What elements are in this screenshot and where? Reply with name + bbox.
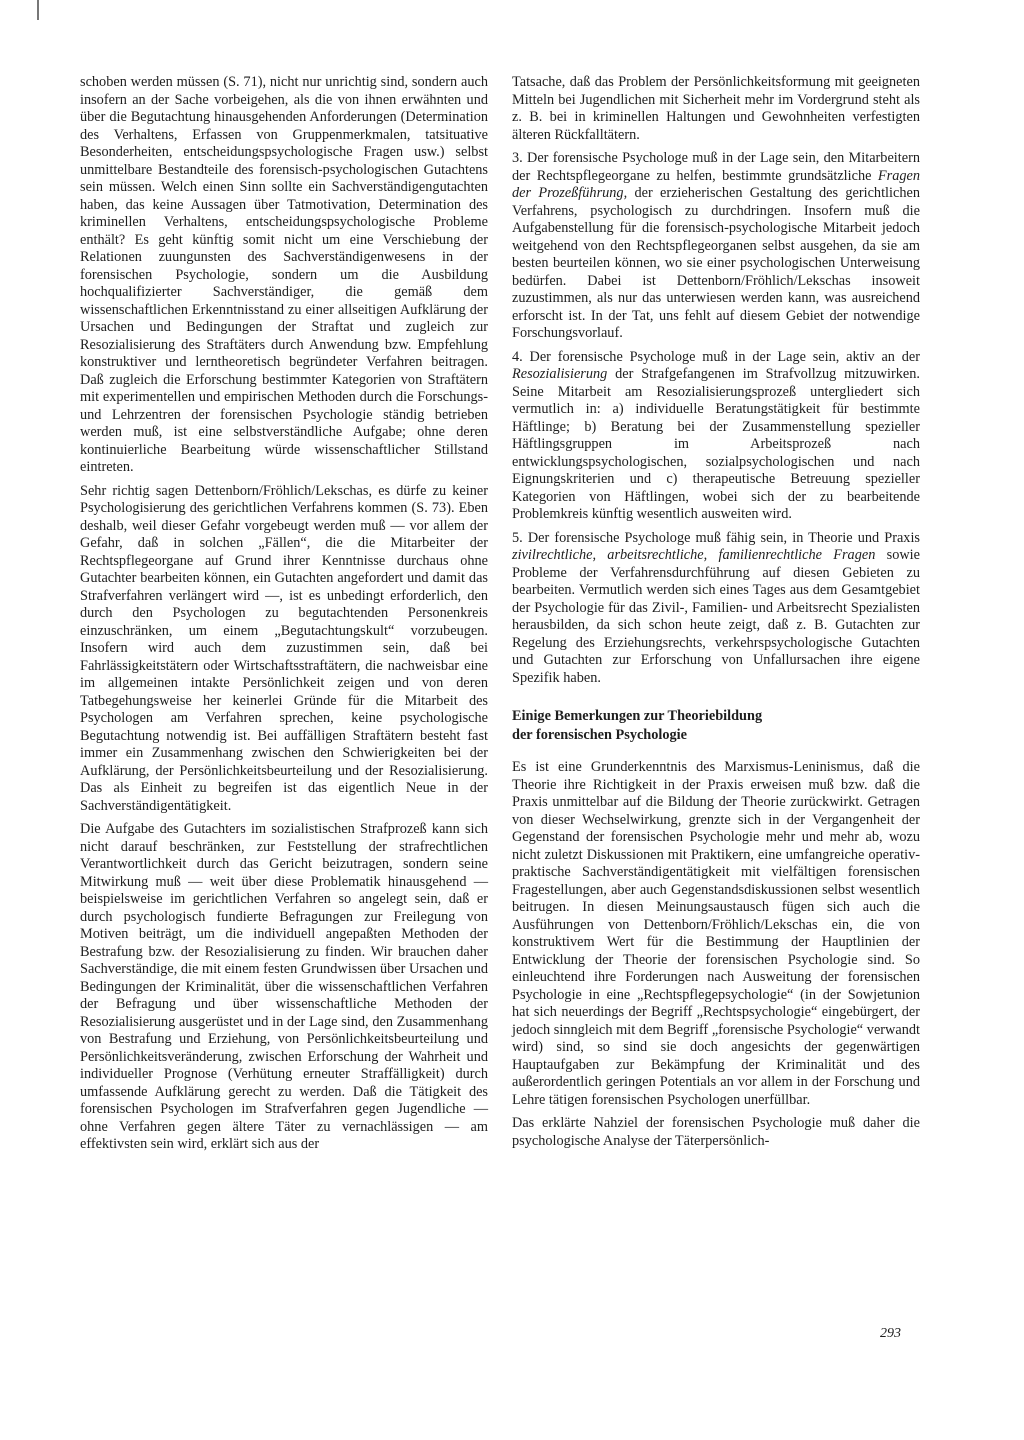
right-column bbox=[512, 74, 920, 1154]
emphasis: Resozialisierung bbox=[512, 366, 608, 382]
page-number: 293 bbox=[880, 1326, 901, 1341]
left-column bbox=[80, 74, 488, 1158]
paragraph: Tatsache, daß das Problem der Persönlichkeitsformung mit geeigneten Mitteln bei Jugendlichen mit Sicherheit mehr im Vordergrund steht als z. B. bei in kriminellen Haltungen und Gewohnheiten verfestigten älteren Rückfalltätern. bbox=[512, 74, 920, 143]
paragraph: schoben werden müssen (S. 71), nicht nur unrichtig sind, sondern auch insofern an der Sache vorbeigehen, als die von ihnen erwähnten und über die Begutachtung hinausgehenden Anforderungen (Determination des Verhaltens, Erfassen von Gruppenmerkmalen, tatsituative Besonderheiten, entscheidungspsychologische Fragen usw.) selbst unmittelbare Bestandteile des forensisch-psychologischen Gutachtens sein müssen. Welch einen Sinn sollte ein Sachverständigengutachten haben, das keine Aussagen über Tatmotivation, Determination des kriminellen Verhaltens, entscheidungspsychologische Probleme enthält? Es geht künftig somit nicht um eine Verschiebung der Relationen zuungunsten des Sachverständigenwesens in der forensischen Psychologie, sondern um die Ausbildung hochqualifizierter Sachverständiger, die gemäß dem wissenschaftlichen Erkenntnisstand zu einer allseitigen Aufklärung der Ursachen und Bedingungen der Straftat und zugleich zur Resozialisierung des Straftäters durch Anwendung bzw. Empfehlung konstruktiver und lerntheoretisch begründeter Verfahren beitragen. Daß zugleich die Erforschung bestimmter Kategorien von Straftätern mit experimentellen und empirischen Methoden durch die Forschungs- und Lehrzentren der forensischen Psychologie ständig betrieben werden muß, ist eine selbstverständliche Aufgabe; ohne deren kontinuierliche Bearbeitung würde wissenschaftlicher Stillstand eintreten. bbox=[80, 74, 488, 475]
text-run: 5. Der forensische Psychologe muß fähig sein, in Theorie und Praxis bbox=[512, 529, 920, 546]
text-run: 3. Der forensische Psychologe muß in der Lage sein, den Mitarbeitern der Rechtspflegeorgane zu helfen, bestimmte grundsätzliche bbox=[512, 150, 920, 184]
scan-edge-mark bbox=[37, 0, 39, 20]
text-run: 4. Der forensische Psychologe muß in der Lage sein, aktiv an der bbox=[512, 348, 920, 365]
paragraph: Sehr richtig sagen Dettenborn/Fröhlich/Lekschas, es dürfe zu keiner Psychologisierung des gerichtlichen Verfahrens kommen (S. 73). Eben deshalb, weil dieser Gefahr vorgebeugt werden muß — vor allem der Gefahr, daß in solchen „Fällen“, die die Mitarbeiter der Rechtspflegeorgane auf Grund ihrer Kenntnisse durchaus ohne Gutachter bearbeiten können, ein Gutachten angefordert und damit das Strafverfahren verlängert wird —, ist es unbedingt erforderlich, den durch den Psychologen zu begutachtenden Personenkreis einzuschränken, um einem „Begutachtungskult“ vorzubeugen. Insofern wird auch dem zuzustimmen sein, daß bei Fahrlässigkeitstätern oder Wirtschaftsstraftätern, die nachweisbar eine im allgemeinen intakte Persönlichkeit zeigen und von deren Tatbegehungsweise her keinerlei Gründe für die Mitarbeit des Psychologen am Verfahren sprechen, keine psychologische Begutachtung notwendig ist. Bei auffälligen Straftätern besteht fast immer ein Zusammenhang zwischen den Schwierigkeiten bei der Aufklärung, der Persönlichkeitsbeurteilung und der Resozialisierung. Das als Einheit zu begreifen ist das eigentlich Neue in der Sachverständigentätigkeit. bbox=[80, 482, 488, 814]
emphasis: Fragen der Prozeßführung, bbox=[512, 167, 920, 201]
paragraph: Die Aufgabe des Gutachters im sozialistischen Strafprozeß kann sich nicht darauf beschränken, zur Feststellung der strafrechtlichen Verantwortlichkeit durch das Gericht beizutragen, sondern seine Mitwirkung muß — weit über diese Problematik hinausgehend — beispielsweise im gerichtlichen Verfahren so angelegt sein, daß er durch psychologisch fundierte Befragungen zur Freilegung von Motiven beiträgt, um die individuell angepaßten Methoden der Bestrafung bzw. der Resozialisierung zu finden. Wir brauchen daher Sachverständige, die mit einem festen Grundwissen über Ursachen und Bedingungen der Kriminalität, über die wissenschaftlichen Verfahren der Befragung und über wissenschaftliche Methoden der Resozialisierung ausgerüstet und in der Lage sind, den Zusammenhang von Bestrafung und Erziehung, von Persönlichkeitsbeurteilung und Persönlichkeitsveränderung, zwischen Erforschung der Wahrheit und individueller Prognose (Verhütung erneuter Straffälligkeit) durch umfassende Aufklärung gerecht zu werden. Daß die Tätigkeit des forensischen Psychologen im Strafverfahren gegen Jugendliche — ohne Verfahren gegen ältere Täter zu vernachlässigen — am effektivsten sein wird, erklärt sich aus der bbox=[80, 821, 488, 1152]
paragraph: Das erklärte Nahziel der forensischen Psychologie muß daher die psychologische Analyse der Täterpersönlich- bbox=[512, 1115, 920, 1149]
numbered-point-5 bbox=[512, 530, 920, 688]
emphasis: zivilrechtliche, arbeitsrechtliche, familienrechtliche Fragen bbox=[512, 547, 876, 563]
paragraph: Es ist eine Grunderkenntnis des Marxismus-Leninismus, daß die Theorie ihre Richtigkeit in der Praxis erweisen muß bzw. daß die Praxis unmittelbar auf die Bildung der Theorie zurückwirkt. Getragen von dieser Wechselwirkung, grenzte sich in der Vergangenheit der Gegenstand der forensischen Psychologie mehr und mehr ab, wozu nicht zuletzt Diskussionen mit Praktikern, eine umfangreiche operativ-praktische Sachverständigentätigkeit mit vielfältigen forensischen Fragestellungen, aber auch Gegenstandsdiskussionen selbst wesentlich beitrugen. In diesen Meinungsaustausch fügen sich auch die Ausführungen von Dettenborn/Fröhlich/Lekschas ein, die von konstruktivem Wert für die Bestimmung der Hauptlinien der Entwicklung der Theorie der forensischen Psychologie sind. So einleuchtend ihre Forderungen nach Ausweitung der forensischen Psychologie in eine „Rechtspflegepsychologie“ (in der Sowjetunion hat sich neuerdings der Begriff „Rechtspsychologie“ eingebürgert, der jedoch sinngleich mit dem Begriff „forensische Psychologie“ verwandt wird) sind, so sind sie doch angesichts der gegenwärtigen Hauptaufgaben zur Bekämpfung der Kriminalität und des außerordentlich geringen Potentials an vor allem in der Forschung und Lehre tätigen forensischen Psychologen unerfüllbar. bbox=[512, 759, 920, 1108]
numbered-point-4 bbox=[512, 349, 920, 524]
text-run: der erzieherischen Gestaltung des gerichtlichen Verfahrens, psychologisch zu durchdringen. Insofern muß die Aufgabenstellung für die forensisch-psychologische Mitarbeit jedoch weitgehend von den Rechtspflegeorganen selbst ausgehen, da sie am besten beurteilen können, wo sie einer psychologischen Unterweisung bedürfen. Dabei ist Dettenborn/Fröhlich/Lekschas insoweit zuzustimmen, als nur das unterwiesen werden kann, was ausreichend erforscht ist. In der Tat, uns fehlt auf diesem Gebiet der notwendige Forschungsvorlauf. bbox=[512, 185, 920, 341]
section-heading-line: der forensischen Psychologie bbox=[512, 727, 687, 743]
numbered-point-3 bbox=[512, 150, 920, 343]
section-heading bbox=[512, 707, 920, 745]
section-heading-line: Einige Bemerkungen zur Theoriebildung bbox=[512, 708, 763, 724]
text-run: sowie Probleme der Verfahrensdurchführung auf diesen Gebieten zu bearbeiten. Vermutlich werden sich eines Tages aus dem Gesamtgebiet der Psychologie für das Zivil-, Familien- und Arbeitsrecht Spezialisten herausbilden, da sich schon heute zeigt, daß z. B. Gutachten zur Regelung des Erziehungsrechts, verkehrspsychologische Gutachten und Gutachten zur Erforschung von Unfallursachen ihre eigene Spezifik haben. bbox=[512, 547, 920, 686]
text-run: der Strafgefangenen im Strafvollzug mitzuwirken. Seine Mitarbeit am Resozialisierungsprozeß untergliedert sich vermutlich in: a) individuelle Beratungstätigkeit für bestimmte Häftlinge; b) Beratung bei der Zusammenstellung spezieller Häftlingsgruppen im Arbeitsprozeß nach entwicklungspsychologischen, sozialpsychologischen und nach Eignungskriterien und c) therapeutische Betreuung spezieller Kategorien von Häftlingen, wobei sich der zu bearbeitende Problemkreis künftig wesentlich ausweiten wird. bbox=[512, 366, 920, 522]
